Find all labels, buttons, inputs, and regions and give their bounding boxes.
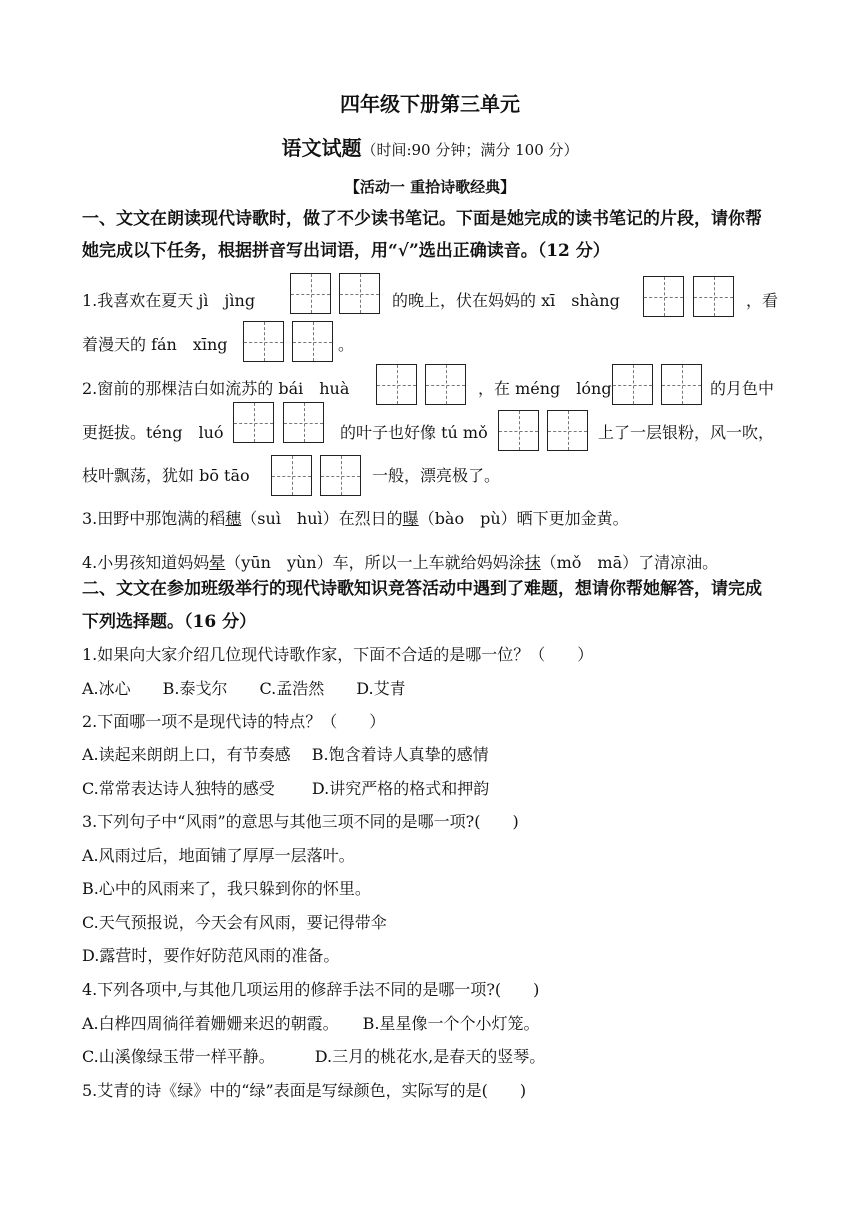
options-line: C.天气预报说，今天会有风雨，要记得带伞: [82, 913, 387, 932]
subtitle-note: （时间:90 分钟；满分 100 分）: [361, 141, 579, 159]
answer-box[interactable]: [661, 364, 702, 405]
options-line: C.山溪像绿玉带一样平静。 D.三月的桃花水,是春天的竖琴。: [82, 1047, 546, 1066]
q2-text-e: 的叶子也好像 tú mǒ: [340, 423, 488, 442]
q1-text-a: 1.我喜欢在夏天 jì jìng: [82, 291, 256, 310]
section1-heading-line1: 一、文文在朗读现代诗歌时，做了不少读书笔记。下面是她完成的读书笔记的片段，请你帮: [82, 209, 762, 229]
question-line: 2.下面哪一项不是现代诗的特点？（ ）: [82, 712, 386, 731]
q1-text-e: 。: [338, 335, 355, 354]
answer-box[interactable]: [243, 321, 284, 362]
q2-text-b: ，在 méng lóng: [478, 379, 612, 398]
answer-box[interactable]: [643, 276, 684, 317]
activity-heading: 【活动一 重拾诗歌经典】: [344, 178, 516, 196]
answer-box[interactable]: [233, 402, 274, 443]
question-line: 4.下列各项中,与其他几项运用的修辞手法不同的是哪一项?( ): [82, 980, 540, 999]
options-line: A.白桦四周徜徉着姗姗来迟的朝霞。 B.星星像一个个小灯笼。: [82, 1014, 540, 1033]
q1-text-d: 着漫天的 fán xīng: [82, 335, 228, 354]
answer-box[interactable]: [547, 410, 588, 451]
q1-text-b: 的晚上，伏在妈妈的 xī shàng: [392, 291, 620, 310]
section2-heading-line1: 二、文文在参加班级举行的现代诗歌知识竞答活动中遇到了难题，想请你帮她解答，请完成: [82, 579, 762, 599]
answer-box[interactable]: [283, 402, 324, 443]
exam-subtitle: [0, 132, 860, 161]
options-line: A.风雨过后，地面铺了厚厚一层落叶。: [82, 846, 355, 865]
exam-title: 四年级下册第三单元: [340, 92, 520, 116]
q3-line: 3.田野中那饱满的稻穗（suì huì）在烈日的曝（bào pù）晒下更加金黄。: [82, 509, 629, 528]
options-line: C.常常表达诗人独特的感受 D.讲究严格的格式和押韵: [82, 779, 490, 798]
q2-text-g: 枝叶飘荡，犹如 bō tāo: [82, 466, 250, 485]
answer-box[interactable]: [320, 455, 361, 496]
question-line: 5.艾青的诗《绿》中的“绿”表面是写绿颜色，实际写的是( ): [82, 1081, 527, 1100]
underlined-char: 抹: [524, 553, 541, 572]
options-line: A.读起来朗朗上口，有节奏感 B.饱含着诗人真挚的感情: [82, 745, 489, 764]
answer-box[interactable]: [376, 364, 417, 405]
q1-text-c: ，看: [746, 291, 779, 310]
q2-text-f: 上了一层银粉，风一吹，: [598, 423, 775, 442]
options-line: A.冰心 B.泰戈尔 C.孟浩然 D.艾青: [82, 679, 406, 698]
q2-text-h: 一般，漂亮极了。: [372, 466, 501, 485]
q2-text-a: 2.窗前的那棵洁白如流苏的 bái huà: [82, 379, 350, 398]
q2-text-d: 更挺拔。téng luó: [82, 423, 224, 442]
options-line: D.露营时，要作好防范风雨的准备。: [82, 946, 340, 965]
q2-text-c: 的月色中: [710, 379, 775, 398]
answer-box[interactable]: [271, 455, 312, 496]
question-line: 1.如果向大家介绍几位现代诗歌作家，下面不合适的是哪一位？（ ）: [82, 645, 594, 664]
section1-heading-line2: 她完成以下任务，根据拼音写出词语，用“√”选出正确读音。（12 分）: [82, 241, 610, 261]
q4-line: 4.小男孩知道妈妈晕（yūn yùn）车，所以一上车就给妈妈涂抹（mǒ mā）了清凉油。: [82, 553, 719, 572]
answer-box[interactable]: [498, 410, 539, 451]
answer-box[interactable]: [339, 273, 380, 314]
question-line: 3.下列句子中“风雨”的意思与其他三项不同的是哪一项?( ): [82, 812, 519, 831]
options-line: B.心中的风雨来了，我只躲到你的怀里。: [82, 879, 371, 898]
underlined-char: 穗: [225, 509, 242, 528]
underlined-char: 晕: [209, 553, 226, 572]
underlined-char: 曝: [402, 509, 419, 528]
answer-box[interactable]: [612, 364, 653, 405]
answer-box[interactable]: [693, 276, 734, 317]
answer-box[interactable]: [425, 364, 466, 405]
answer-box[interactable]: [292, 321, 333, 362]
answer-box[interactable]: [290, 273, 331, 314]
section2-heading-line2: 下列选择题。（16 分）: [82, 612, 257, 632]
subtitle-main: 语文试题: [281, 136, 362, 160]
